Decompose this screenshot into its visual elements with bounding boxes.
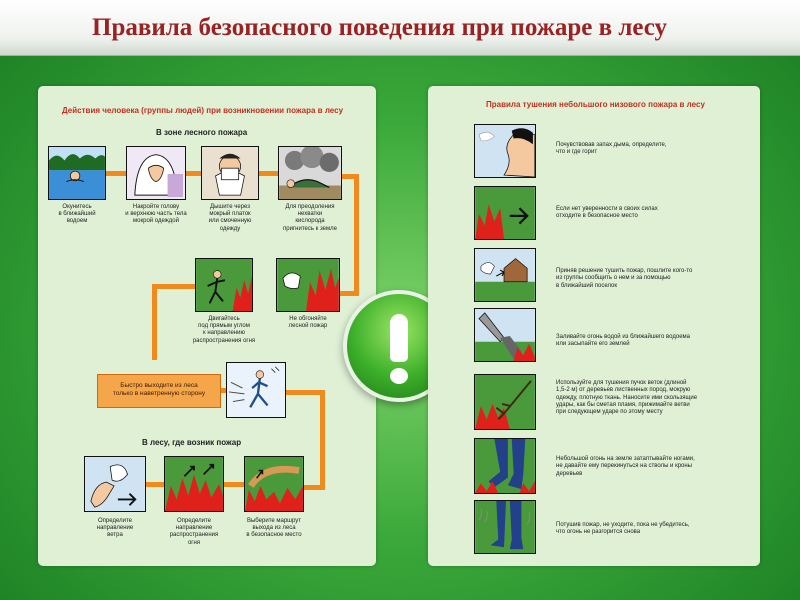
wind-direction-illustration (84, 456, 146, 512)
header (0, 0, 800, 56)
flow-arrow (152, 284, 195, 289)
caption-exit-route: Выберите маршрут выхода из леса в безопасное место (246, 518, 302, 539)
water-soil-illustration (474, 308, 536, 362)
rule-4: Заливайте огонь водой из ближайшего водоема или засыпайте его землей (556, 334, 690, 348)
flow-arrow (354, 174, 359, 296)
right-panel (428, 86, 760, 566)
breathe-cloth-illustration (201, 146, 259, 200)
run-perpendicular-illustration (195, 258, 253, 312)
flow-arrow (146, 482, 164, 487)
flow-arrow (304, 485, 325, 490)
rule-6: Небольшой огонь на земле затаптывайте ногами, не давайте ему перекинуться на стволы и кроны деревьев (556, 456, 695, 477)
forest-heading: В лесу, где возник пожар (142, 438, 242, 447)
rule-1: Почувствовав запах дыма, определите, что и где горит (556, 142, 667, 156)
rule-3: Приняв решение тушить пожар, пошлите кого-то из группы сообщить о нем и за помощью в ближайший поселок (556, 268, 693, 289)
check-extinguished-illustration (474, 500, 536, 554)
cover-head-illustration (126, 146, 186, 200)
left-panel-title: Действия человека (группы людей) при возникновении пожара в лесу (62, 106, 344, 115)
caption-crawl: Для преодоления нехватки кислорода пригнитесь к земле (283, 204, 337, 232)
retreat-illustration (474, 186, 536, 240)
rule-5: Используйте для тушения пучок веток (длиной 1,5-2 м) от деревьев лиственных пород, мокрую одежду, плотную ткань. Наносите ими скользящие удары, как бы сметая пламя, прижимайте ветви при следующем ударе по этому месту (556, 380, 698, 416)
exit-route-illustration (244, 456, 304, 512)
exit-windward-box: Быстро выходите из леса только в наветренную сторону (97, 374, 221, 408)
caption-swim: Окунитесь в ближайший водоем (58, 204, 96, 225)
caption-perpendicular: Двигайтесь под прямым углом к направлению распространения огня (192, 316, 256, 344)
caption-cover-head: Накройте голову и верхнюю часть тела мокрой одеждой (125, 204, 187, 225)
crawl-smoke-illustration (278, 146, 342, 200)
smell-smoke-illustration (474, 124, 536, 178)
exit-forest-illustration (226, 362, 286, 418)
zone-heading: В зоне лесного пожара (156, 128, 248, 137)
rule-2: Если нет уверенности в своих силах отходите в безопасное место (556, 206, 658, 220)
flow-arrow (106, 171, 126, 176)
page-title: Правила безопасного поведения при пожаре в лесу (92, 14, 668, 41)
caption-fire-direction: Определите направление распространения огня (169, 518, 219, 546)
fire-direction-illustration (164, 456, 224, 512)
rule-7: Потушив пожар, не уходите, пока не убедитесь, что огонь не разгорится снова (556, 522, 690, 536)
flow-arrow (320, 390, 325, 490)
caption-no-overtake: Не обгоняйте лесной пожар (288, 316, 328, 330)
swim-illustration (48, 146, 106, 200)
caption-breathe: Дышите через мокрый платок или смоченную одежду (208, 204, 252, 232)
flow-arrow (221, 388, 226, 393)
left-panel (38, 86, 376, 566)
flow-arrow (259, 171, 278, 176)
fire-ahead-illustration (276, 258, 340, 312)
caption-wind: Определите направление ветра (96, 518, 134, 539)
branch-sweep-illustration (474, 374, 536, 430)
flow-arrow (286, 390, 324, 395)
flow-arrow (224, 482, 244, 487)
flow-arrow (152, 284, 157, 360)
send-for-help-illustration (474, 248, 536, 302)
stomp-fire-illustration (474, 438, 536, 494)
flow-arrow (186, 171, 201, 176)
right-panel-title: Правила тушения небольшого низового пожара в лесу (486, 100, 705, 109)
